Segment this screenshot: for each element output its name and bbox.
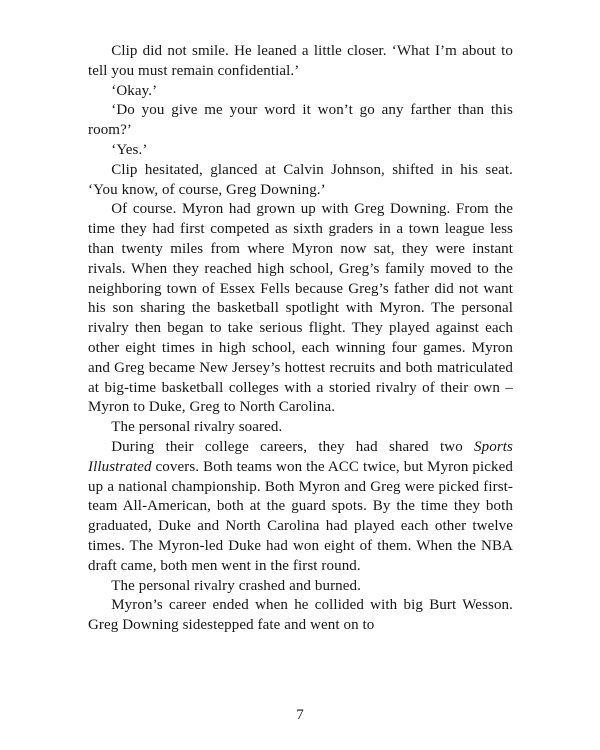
- paragraph: [88, 200, 513, 418]
- paragraph: [88, 82, 513, 102]
- text-run: During their college careers, they had shared two: [111, 438, 475, 455]
- text-run: ‘Do you give me your word it won’t go any farther than this room?’: [88, 102, 513, 139]
- paragraph: [88, 42, 513, 82]
- paragraph: [88, 141, 513, 161]
- text-run: covers. Both teams won the ACC twice, but Myron picked up a national championship. Both Myron and Greg were picked first-team All-American, both at the guard spots. By the time they both graduated, Duke and North Carolina had played each other twelve times. The Myron-led Duke had won eight of them. When the NBA draft came, both men went in the first round.: [88, 458, 513, 574]
- text-run: ‘Yes.’: [111, 141, 148, 158]
- page-text: [88, 42, 513, 636]
- paragraph: [88, 161, 513, 201]
- paragraph: [88, 438, 513, 577]
- page-number: 7: [296, 707, 304, 723]
- paragraph: [88, 101, 513, 141]
- text-run: Sports Illustrated: [88, 438, 513, 475]
- text-run: Myron’s career ended when he collided with big Burt Wesson. Greg Downing sidestepped fate and went on to: [88, 597, 513, 634]
- text-run: The personal rivalry crashed and burned.: [111, 577, 361, 594]
- text-run: ‘Okay.’: [111, 82, 158, 99]
- text-run: Clip did not smile. He leaned a little closer. ‘What I’m about to tell you must remain confidential.’: [88, 43, 513, 79]
- text-run: The personal rivalry soared.: [111, 419, 283, 436]
- paragraph: [88, 577, 513, 597]
- paragraph: [88, 418, 513, 438]
- text-run: Clip hesitated, glanced at Calvin Johnson, shifted in his seat. ‘You know, of course, Greg Downing.’: [88, 161, 513, 198]
- text-run: Of course. Myron had grown up with Greg Downing. From the time they had first competed as sixth graders in a town league less than twenty miles from where Myron now sat, they were instant rivals. When they reached high school, Greg’s family moved to the neighboring town of Essex Fells because Greg’s father did not want his son sharing the basketball spotlight with Myron. The personal rivalry then began to take serious flight. They played against each other eight times in high school, each winning four games. Myron and Greg became New Jersey’s hottest recruits and both matriculated at big-time basketball colleges with a storied rivalry of their own – Myron to Duke, Greg to North Carolina.: [88, 201, 513, 416]
- paragraph: [88, 596, 513, 636]
